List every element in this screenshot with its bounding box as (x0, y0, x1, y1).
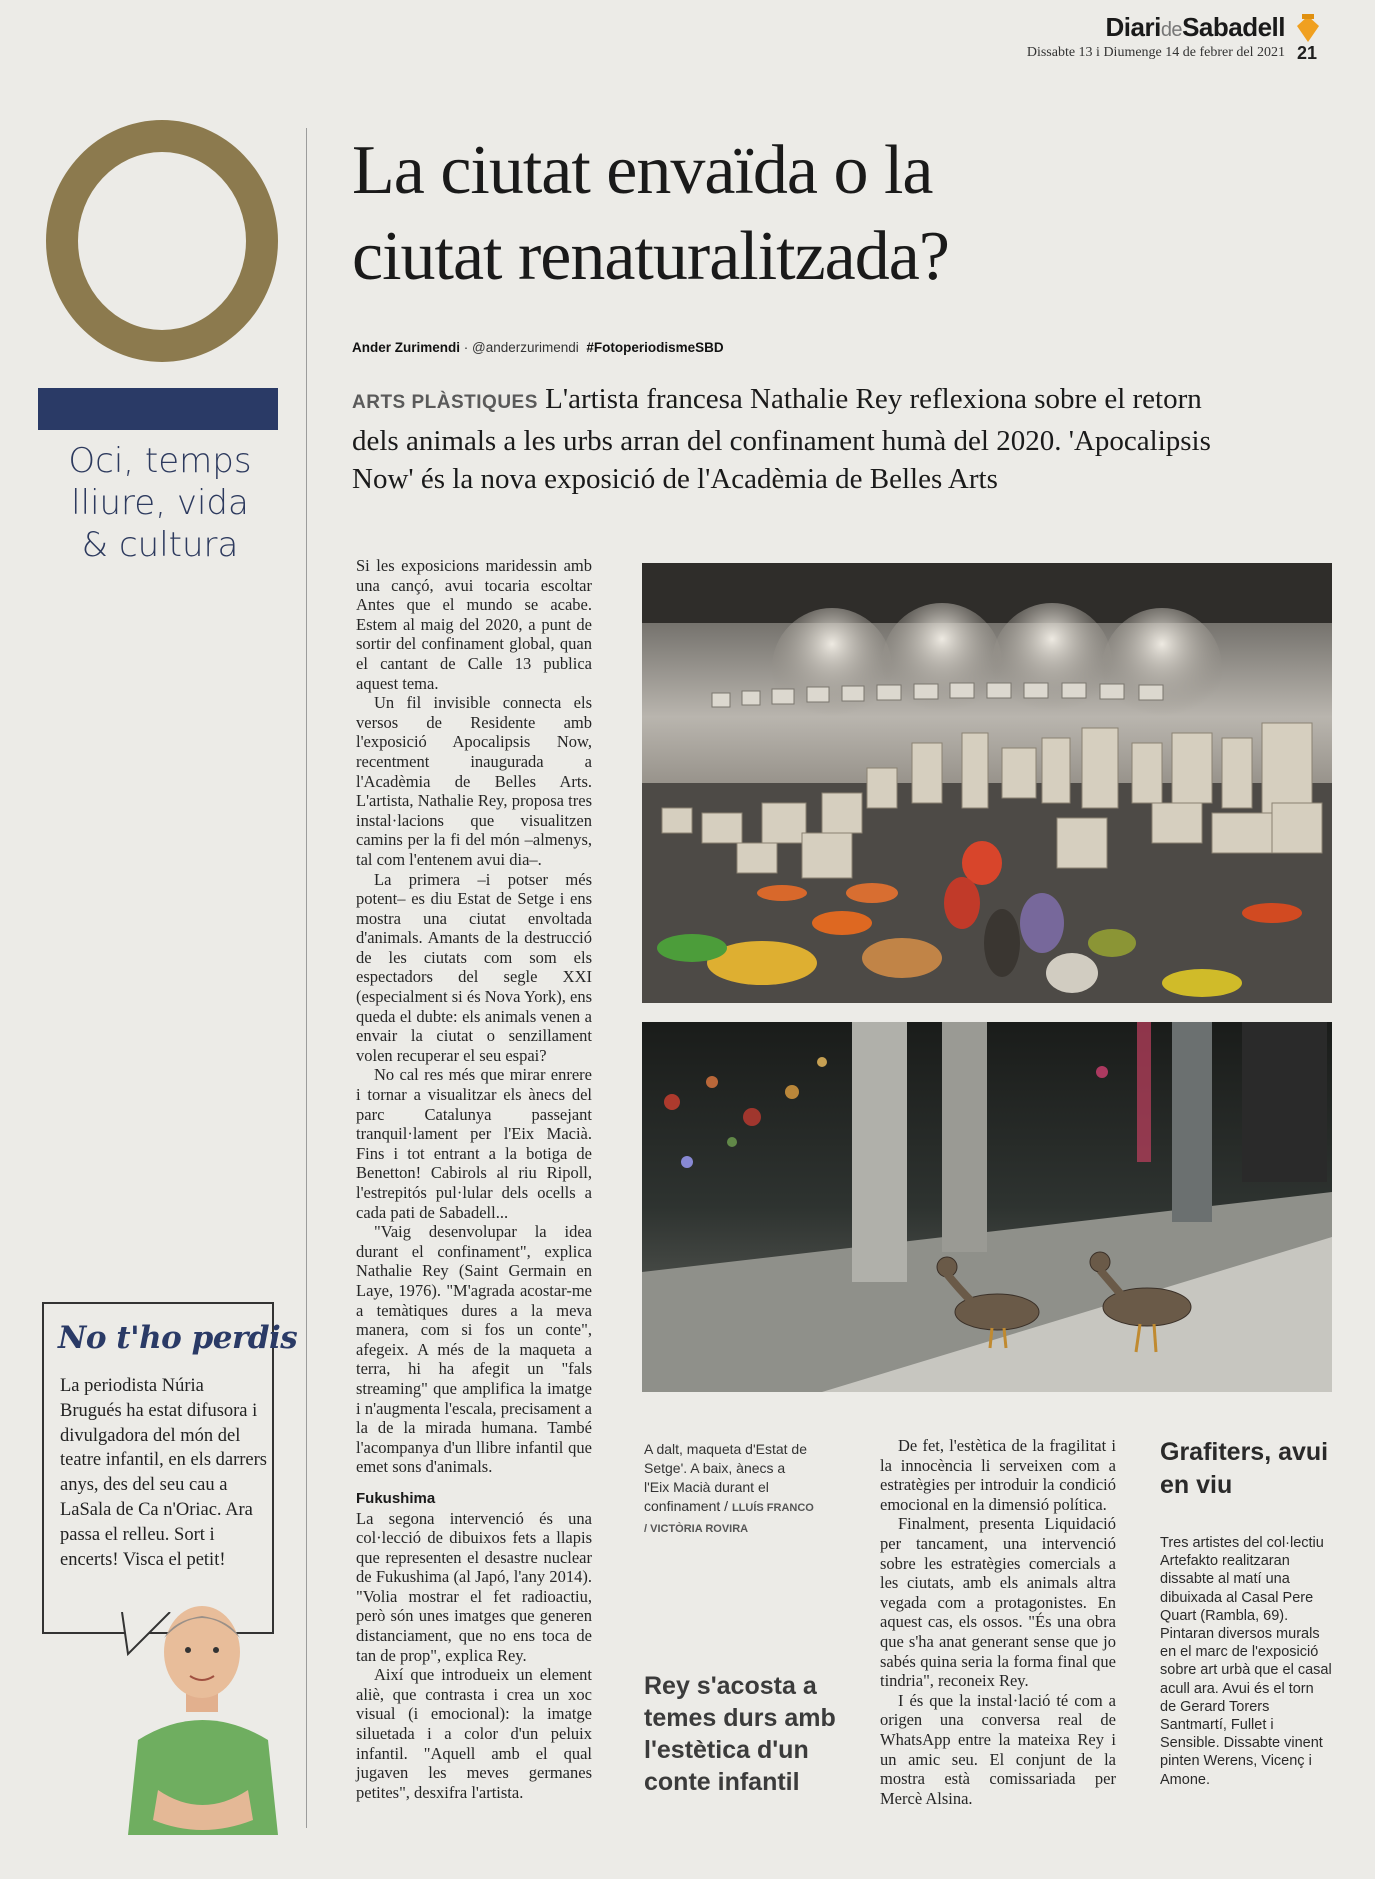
masthead-name: Diari (1105, 12, 1161, 42)
body-paragraph: I és que la instal·lació té com a origen una conversa real de WhatsApp entre la mateixa Rey i un amic seu. El conjunt de la mostra està comissariada per Mercè Alsina. (880, 1690, 1116, 1808)
body-paragraph: Un fil invisible connecta els versos de Residente amb l'exposició Apocalipsis Now, recentment inaugurada a l'Acadèmia de Belles Arts. L'artista, Nathalie Rey, proposa tres instal·lacions que visualitzen camins per la fi del món –almenys, tal com l'entenem avui dia–. (356, 693, 592, 869)
section-title-line: Oci, temps (68, 441, 252, 481)
body-paragraph: La segona intervenció és una col·lecció de dibuixos fets a llapis que representen el desastre nuclear de Fukushima (al Japó, l'any 2014). "Volia mostrar el fet radioactiu, però són unes imatges que generen distanciament, que no ens toca de tan de prop", explica Rey. (356, 1508, 592, 1665)
byline-tag: #FotoperiodismeSBD (586, 340, 724, 355)
body-paragraph: No cal res més que mirar enrere i tornar a visualitzar els ànecs del parc Catalunya passejant tranquil·lament per l'Eix Macià. Fins i tot entrant a la botiga de Benetton! Cabirols al riu Ripoll, l'estrepitós pul·lular dels ocells a cada pati de Sabadell... (356, 1065, 592, 1222)
pull-quote: Rey s'acosta a temes durs amb l'estètica d'un conte infantil (644, 1672, 836, 1796)
lead-text: L'artista francesa Nathalie Rey reflexiona sobre el retorn dels animals a les urbs arran del confinament humà del 2020. 'Apocalipsis Now' és la nova exposició de l'Acadèmia de Belles Arts (352, 383, 1211, 495)
lead-kicker: ARTS PLÀSTIQUES (352, 392, 538, 413)
body-paragraph: Si les exposicions maridessin amb una cançó, avui tocaria escoltar Antes que el mundo se acabe. Estem al maig del 2020, a punt de sortir del confinament global, quan el cantant de Calle 13 publica aquest tema. (356, 556, 592, 693)
body-paragraph: "Vaig desenvolupar la idea durant el confinament", explica Nathalie Rey (Saint Germain en Laye, 1976). "M'agrada acostar-me a temàtiques dures a la meva manera, com si fos un conte", afegeix. A més de la maqueta a terra, hi ha afegit un "fals streaming" que amplifica la imatge i n'augmenta l'escala, precisament a la de la mirada humana. També l'acompanya d'un llibre infantil que emet sons d'animals. (356, 1222, 592, 1477)
photo-installation-maquette (642, 563, 1332, 1003)
sidebar-box-body: Tres artistes del col·lectiu Artefakto realitzaran dissabte al matí una dibuixada al Casal Pere Quart (Rambla, 69). Pintaran diversos murals en el marc de l'exposició sobre art urbà que el casal acull ara. Avui és el torn de Gerard Torers Santmartí, Fullet i Sensible. Dissabte vinent pinten Werens, Vicenç i Amone. (1160, 1535, 1332, 1788)
masthead-de: de (1160, 19, 1183, 41)
dateline: Dissabte 13 i Diumenge 14 de febrer del 2021 (1026, 45, 1285, 60)
byline-author: Ander Zurimendi (352, 340, 461, 355)
page-number: 21 (1296, 43, 1317, 63)
body-paragraph: La primera –i potser més potent– es diu Estat de Setge i ens mostra una ciutat envoltada d'animals. Amants de la destrucció de les ciutats com som els espectadors del segle XXI (especialment si és Nova York), ens queda el dubte: els animals venen a envair la ciutat o senzillament volen recuperar el seu espai? (356, 869, 592, 1065)
column-divider (306, 128, 307, 1828)
person-portrait-icon (118, 1590, 286, 1835)
caption-credit: LLUÍS FRANCO / VICTÒRIA ROVIRA (644, 1502, 814, 1535)
body-column-1 (356, 556, 592, 1802)
body-paragraph: Així que introdueix un element aliè, que contrasta i crea un xoc visual (i emocional): la imatge siluetada i a color d'un peluix infantil. "Aquell amb el qual jugaven les meves germanes petites", desxifra l'artista. (356, 1665, 592, 1802)
dont-miss-title: No t'ho perdis (58, 1320, 298, 1356)
photo-caption (644, 1440, 814, 1539)
headline-line: La ciutat envaïda o la (352, 132, 933, 209)
section-title (40, 440, 280, 566)
body-paragraph: De fet, l'estètica de la fragilitat i la innocència li serveixen com a estratègies per introduir la condició emocional en la dimensió política. (880, 1436, 1116, 1514)
section-title-line: & cultura (81, 525, 239, 565)
sidebar-box-title: Grafiters, avui en viu (1160, 1438, 1329, 1499)
masthead-city: Sabadell (1182, 12, 1285, 42)
headline-line: ciutat renaturalitzada? (352, 218, 949, 295)
section-letter-o-icon (46, 120, 278, 362)
caption-text: A dalt, maqueta d'Estat de Setge'. A baix, ànecs a l'Eix Macià durant el confinament / (644, 1441, 808, 1514)
section-bar (38, 388, 278, 430)
section-title-line: lliure, vida (71, 483, 249, 523)
photo-ducks-eix-macia (642, 1022, 1332, 1392)
byline (352, 340, 724, 355)
subhead: Fukushima (356, 1489, 436, 1507)
dont-miss-body: La periodista Núria Brugués ha estat difusora i divulgadora del món del teatre infantil, en els darrers anys, des del seu cau a LaSala de Ca n'Oriac. Ara passa el relleu. Sort i encerts! Visca el petit! (60, 1376, 267, 1570)
headline (352, 128, 1232, 300)
body-paragraph: Finalment, presenta Liquidació per tancament, una intervenció sobre les estratègies comercials a les ciutats, amb els animals altra vegada com a protagonistes. En aquest cas, els ossos. "És una obra que s'ha anat generant sense que jo sabés quina seria la forma final que tindria", reconeix Rey. (880, 1514, 1116, 1691)
body-column-3 (880, 1436, 1116, 1808)
lead-paragraph (352, 380, 1232, 498)
city-shield-icon (1295, 14, 1321, 44)
masthead (1106, 12, 1286, 43)
byline-separator: · (463, 340, 469, 355)
byline-handle: @anderzurimendi (472, 340, 579, 355)
